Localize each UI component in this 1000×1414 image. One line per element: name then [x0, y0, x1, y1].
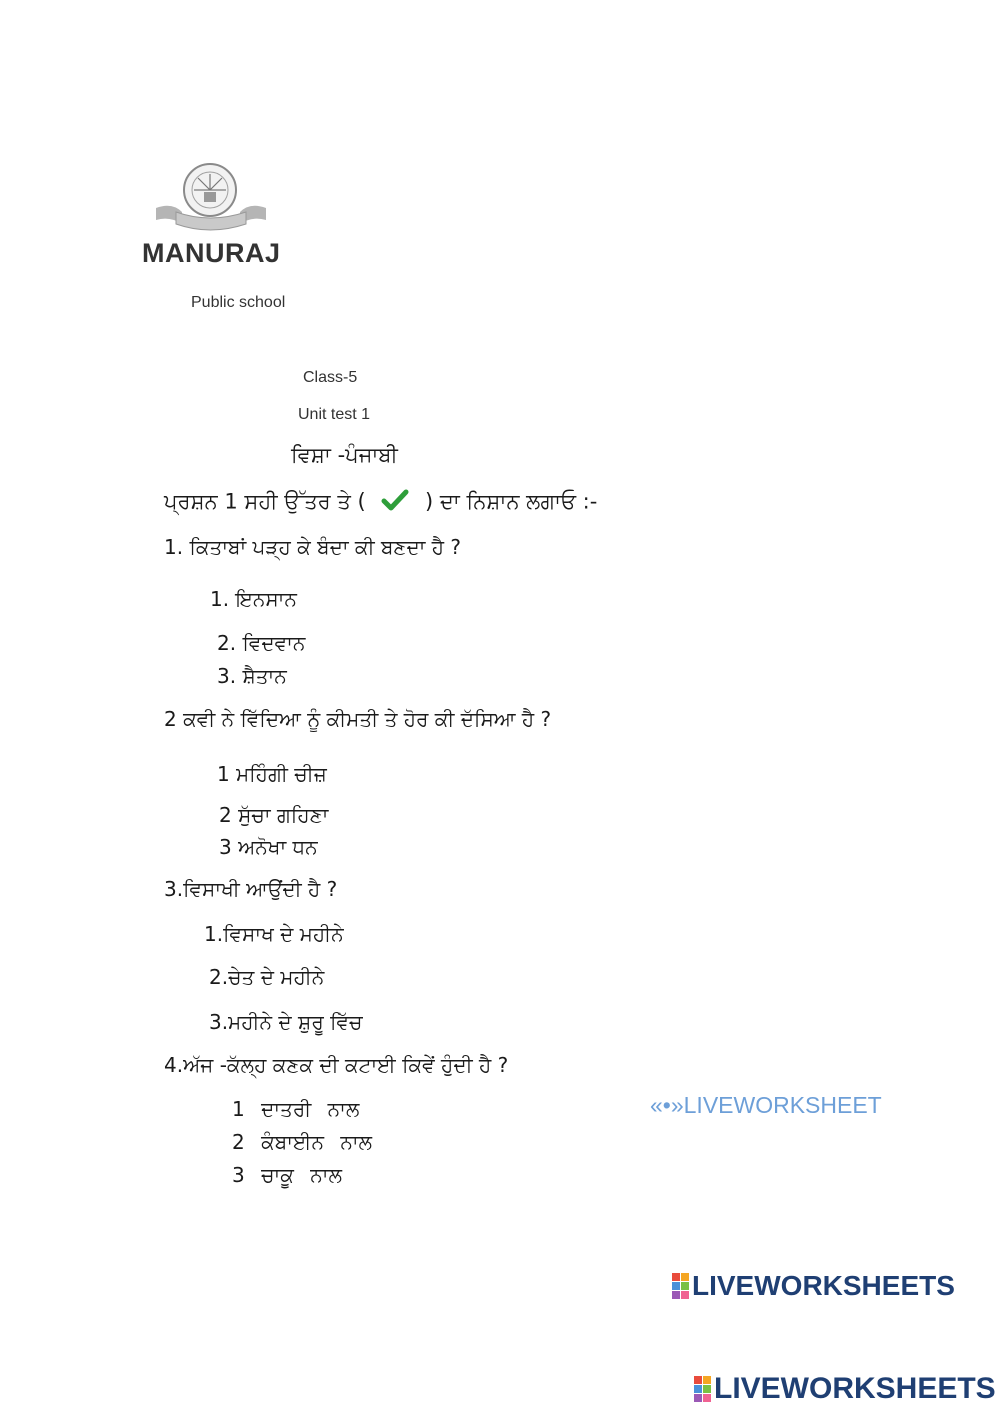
instruction-after: ) ਦਾ ਨਿਸ਼ਾਨ ਲਗਾਓ :-	[425, 489, 598, 514]
option-4-3[interactable]: 3 ਚਾਕੂ ਨਾਲ	[232, 1163, 343, 1187]
option-4-1[interactable]: 1 ਦਾਤਰੀ ਨਾਲ	[232, 1097, 360, 1121]
option-3-1[interactable]: 1.ਵਿਸਾਖ ਦੇ ਮਹੀਨੇ	[204, 922, 344, 946]
question-4: 4.ਅੱਜ -ਕੱਲ੍ਹ ਕਣਕ ਦੀ ਕਟਾਈ ਕਿਵੇਂ ਹੁੰਦੀ ਹੈ ?	[164, 1053, 509, 1077]
question-3: 3.ਵਿਸਾਖੀ ਆਉਂਦੀ ਹੈ ?	[164, 877, 338, 901]
test-label: Unit test 1	[298, 406, 371, 423]
option-1-1[interactable]: 1. ਇਨਸਾਨ	[210, 587, 297, 611]
option-4-2[interactable]: 2 ਕੰਬਾਈਨ ਨਾਲ	[232, 1130, 373, 1154]
option-2-3[interactable]: 3 ਅਨੋਖਾ ਧਨ	[219, 835, 318, 859]
school-name: MANURAJ	[142, 238, 281, 268]
liveworksheets-logo-text-1: LIVEWORKSHEETS	[692, 1270, 955, 1301]
liveworksheets-logo-1	[672, 1270, 955, 1302]
question-1: 1. ਕਿਤਾਬਾਂ ਪੜ੍ਹ ਕੇ ਬੰਦਾ ਕੀ ਬਣਦਾ ਹੈ ?	[164, 535, 462, 559]
option-1-2[interactable]: 2. ਵਿਦਵਾਨ	[217, 631, 306, 655]
instruction-before: ਪ੍ਰਸ਼ਨ 1 ਸਹੀ ਉੱਤਰ ਤੇ (	[164, 489, 366, 514]
liveworksheets-mark-icon	[672, 1273, 689, 1299]
school-subtitle: Public school	[191, 294, 286, 311]
subject-label: ਵਿਸ਼ਾ -ਪੰਜਾਬੀ	[291, 443, 398, 467]
liveworksheets-logo-2	[694, 1372, 996, 1406]
instruction	[164, 488, 597, 517]
school-emblem-icon	[152, 158, 270, 238]
question-2: 2 ਕਵੀ ਨੇ ਵਿੱਦਿਆ ਨੂੰ ਕੀਮਤੀ ਤੇ ਹੋਰ ਕੀ ਦੱਸਿਆ ਹੈ ?	[164, 707, 552, 731]
school-logo	[152, 158, 270, 238]
liveworksheets-logo-text-2: LIVEWORKSHEETS	[714, 1372, 996, 1405]
option-2-2[interactable]: 2 ਸੁੱਚਾ ਗਹਿਣਾ	[219, 803, 329, 827]
option-3-2[interactable]: 2.ਚੇਤ ਦੇ ਮਹੀਨੇ	[209, 965, 325, 989]
option-2-1[interactable]: 1 ਮਹਿੰਗੀ ਚੀਜ਼	[217, 762, 327, 786]
option-1-3[interactable]: 3. ਸ਼ੈਤਾਨ	[217, 664, 287, 688]
liveworksheet-watermark-small: «•»LIVEWORKSHEET	[650, 1092, 882, 1118]
class-label: Class-5	[303, 369, 358, 386]
option-3-3[interactable]: 3.ਮਹੀਨੇ ਦੇ ਸ਼ੁਰੂ ਵਿੱਚ	[209, 1010, 363, 1034]
liveworksheets-mark-icon	[694, 1376, 711, 1402]
check-icon	[378, 488, 412, 517]
